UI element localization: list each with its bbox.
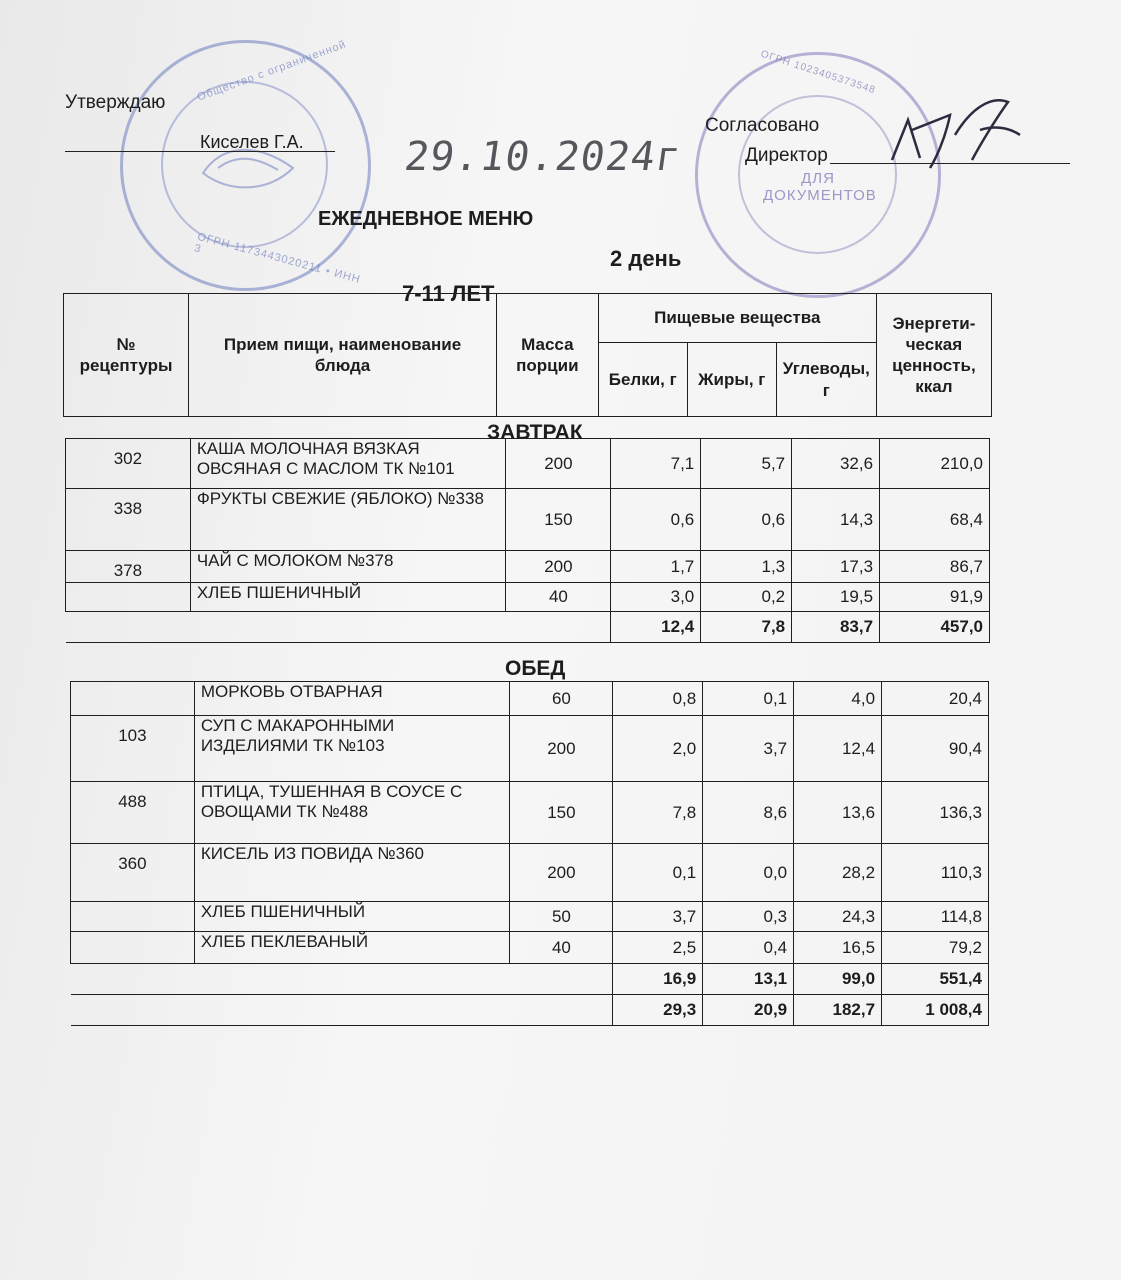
handwritten-date: 29.10.2024г <box>401 134 685 180</box>
portion-mass: 200 <box>506 439 611 489</box>
left-stamp <box>120 40 371 291</box>
energy-value: 136,3 <box>882 782 989 844</box>
protein-value: 2,5 <box>613 932 703 964</box>
fat-value: 3,7 <box>703 716 794 782</box>
dish-name: ХЛЕБ ПЕКЛЕВАНЫЙ <box>194 932 510 964</box>
section-breakfast-title: ЗАВТРАК <box>487 421 583 444</box>
grand-total-carbs: 182,7 <box>794 995 882 1026</box>
recipe-number <box>71 932 195 964</box>
portion-mass: 200 <box>506 551 611 583</box>
page-title: ЕЖЕДНЕВНОЕ МЕНЮ <box>318 208 534 230</box>
table-row <box>71 902 989 932</box>
recipe-number: 338 <box>66 489 191 551</box>
energy-value: 90,4 <box>882 716 989 782</box>
header-carbs: Углеводы, г <box>776 343 876 417</box>
grand-total-energy: 1 008,4 <box>882 995 989 1026</box>
breakfast-total-row <box>66 612 990 643</box>
carbs-value: 28,2 <box>794 844 882 902</box>
portion-mass: 40 <box>510 932 613 964</box>
carbs-value: 19,5 <box>792 583 880 612</box>
energy-value: 79,2 <box>882 932 989 964</box>
breakfast-total-carbs: 83,7 <box>792 612 880 643</box>
header-fat: Жиры, г <box>687 343 776 417</box>
dish-name: СУП С МАКАРОННЫМИ ИЗДЕЛИЯМИ ТК №103 <box>194 716 510 782</box>
dish-name: КИСЕЛЬ ИЗ ПОВИДА №360 <box>194 844 510 902</box>
protein-value: 2,0 <box>613 716 703 782</box>
recipe-number: 488 <box>71 782 195 844</box>
carbs-value: 12,4 <box>794 716 882 782</box>
grand-total-row <box>71 995 989 1026</box>
table-row <box>71 844 989 902</box>
portion-mass: 60 <box>510 682 613 716</box>
portion-mass: 150 <box>510 782 613 844</box>
dish-name: ХЛЕБ ПШЕНИЧНЫЙ <box>194 902 510 932</box>
protein-value: 0,8 <box>613 682 703 716</box>
table-row <box>66 439 990 489</box>
approve-name: Киселев Г.А. <box>200 132 304 152</box>
portion-mass: 40 <box>506 583 611 612</box>
fat-value: 0,3 <box>703 902 794 932</box>
header-recipe: № рецептуры <box>64 294 189 417</box>
portion-mass: 150 <box>506 489 611 551</box>
recipe-number: 103 <box>71 716 195 782</box>
recipe-number <box>71 902 195 932</box>
dish-name: ЧАЙ С МОЛОКОМ №378 <box>190 551 506 583</box>
lunch-total-fat: 13,1 <box>703 964 794 995</box>
energy-value: 20,4 <box>882 682 989 716</box>
grand-total-protein: 29,3 <box>613 995 703 1026</box>
left-stamp-text: Общество с ограниченной <box>195 38 349 104</box>
carbs-value: 4,0 <box>794 682 882 716</box>
table-row <box>66 489 990 551</box>
carbs-value: 32,6 <box>792 439 880 489</box>
header-protein: Белки, г <box>598 343 687 417</box>
protein-value: 3,0 <box>611 583 701 612</box>
recipe-number: 360 <box>71 844 195 902</box>
recipe-number: 302 <box>66 439 191 489</box>
breakfast-total-fat: 7,8 <box>701 612 792 643</box>
table-row <box>71 682 989 716</box>
approve-label: Утверждаю <box>65 92 166 113</box>
energy-value: 68,4 <box>880 489 990 551</box>
energy-value: 110,3 <box>882 844 989 902</box>
protein-value: 1,7 <box>611 551 701 583</box>
grand-total-fat: 20,9 <box>703 995 794 1026</box>
recipe-number <box>71 682 195 716</box>
age-group: 7-11 ЛЕТ <box>402 281 495 306</box>
day-label: 2 день <box>610 246 682 271</box>
menu-header-table <box>63 293 992 417</box>
fat-value: 0,0 <box>703 844 794 902</box>
breakfast-total-energy: 457,0 <box>880 612 990 643</box>
portion-mass: 200 <box>510 716 613 782</box>
protein-value: 0,6 <box>611 489 701 551</box>
fat-value: 0,2 <box>701 583 792 612</box>
lunch-total-carbs: 99,0 <box>794 964 882 995</box>
dish-name: ХЛЕБ ПШЕНИЧНЫЙ <box>190 583 506 612</box>
dish-name: ПТИЦА, ТУШЕННАЯ В СОУСЕ С ОВОЩАМИ ТК №488 <box>194 782 510 844</box>
table-row <box>71 782 989 844</box>
recipe-number <box>66 583 191 612</box>
fat-value: 0,4 <box>703 932 794 964</box>
portion-mass: 200 <box>510 844 613 902</box>
carbs-value: 14,3 <box>792 489 880 551</box>
protein-value: 7,1 <box>611 439 701 489</box>
section-lunch-title: ОБЕД <box>505 657 566 680</box>
header-nutrients: Пищевые вещества <box>598 294 876 343</box>
breakfast-table <box>65 438 990 643</box>
fat-value: 1,3 <box>701 551 792 583</box>
table-row <box>66 551 990 583</box>
lunch-total-protein: 16,9 <box>613 964 703 995</box>
header-mass: Масса порции <box>496 294 598 417</box>
table-row <box>66 583 990 612</box>
right-stamp-text: ОГРН 1023405373548 <box>759 48 877 97</box>
fat-value: 0,6 <box>701 489 792 551</box>
energy-value: 86,7 <box>880 551 990 583</box>
dish-name: КАША МОЛОЧНАЯ ВЯЗКАЯ ОВСЯНАЯ С МАСЛОМ ТК №101 <box>190 439 506 489</box>
carbs-value: 13,6 <box>794 782 882 844</box>
dish-name: ФРУКТЫ СВЕЖИЕ (ЯБЛОКО) №338 <box>190 489 506 551</box>
breakfast-total-protein: 12,4 <box>611 612 701 643</box>
left-stamp-text: ОГРН 1173443020211 • ИНН 3 <box>192 230 362 286</box>
recipe-number: 378 <box>66 551 191 583</box>
carbs-value: 17,3 <box>792 551 880 583</box>
dish-name: МОРКОВЬ ОТВАРНАЯ <box>194 682 510 716</box>
lunch-total-energy: 551,4 <box>882 964 989 995</box>
protein-value: 3,7 <box>613 902 703 932</box>
protein-value: 7,8 <box>613 782 703 844</box>
header-energy: Энергети-ческая ценность, ккал <box>876 294 991 417</box>
director-signature <box>880 90 1030 175</box>
protein-value: 0,1 <box>613 844 703 902</box>
carbs-value: 16,5 <box>794 932 882 964</box>
energy-value: 114,8 <box>882 902 989 932</box>
fat-value: 8,6 <box>703 782 794 844</box>
fat-value: 5,7 <box>701 439 792 489</box>
agree-label: Согласовано <box>705 115 820 136</box>
right-stamp <box>695 48 941 298</box>
fat-value: 0,1 <box>703 682 794 716</box>
energy-value: 91,9 <box>880 583 990 612</box>
energy-value: 210,0 <box>880 439 990 489</box>
carbs-value: 24,3 <box>794 902 882 932</box>
agree-position: Директор <box>745 145 828 166</box>
lunch-table <box>70 681 989 1026</box>
right-stamp-center: ДЛЯ ДОКУМЕНТОВ <box>763 170 877 204</box>
lunch-total-row <box>71 964 989 995</box>
table-row <box>71 932 989 964</box>
table-row <box>71 716 989 782</box>
portion-mass: 50 <box>510 902 613 932</box>
header-dish: Прием пищи, наименование блюда <box>189 294 497 417</box>
